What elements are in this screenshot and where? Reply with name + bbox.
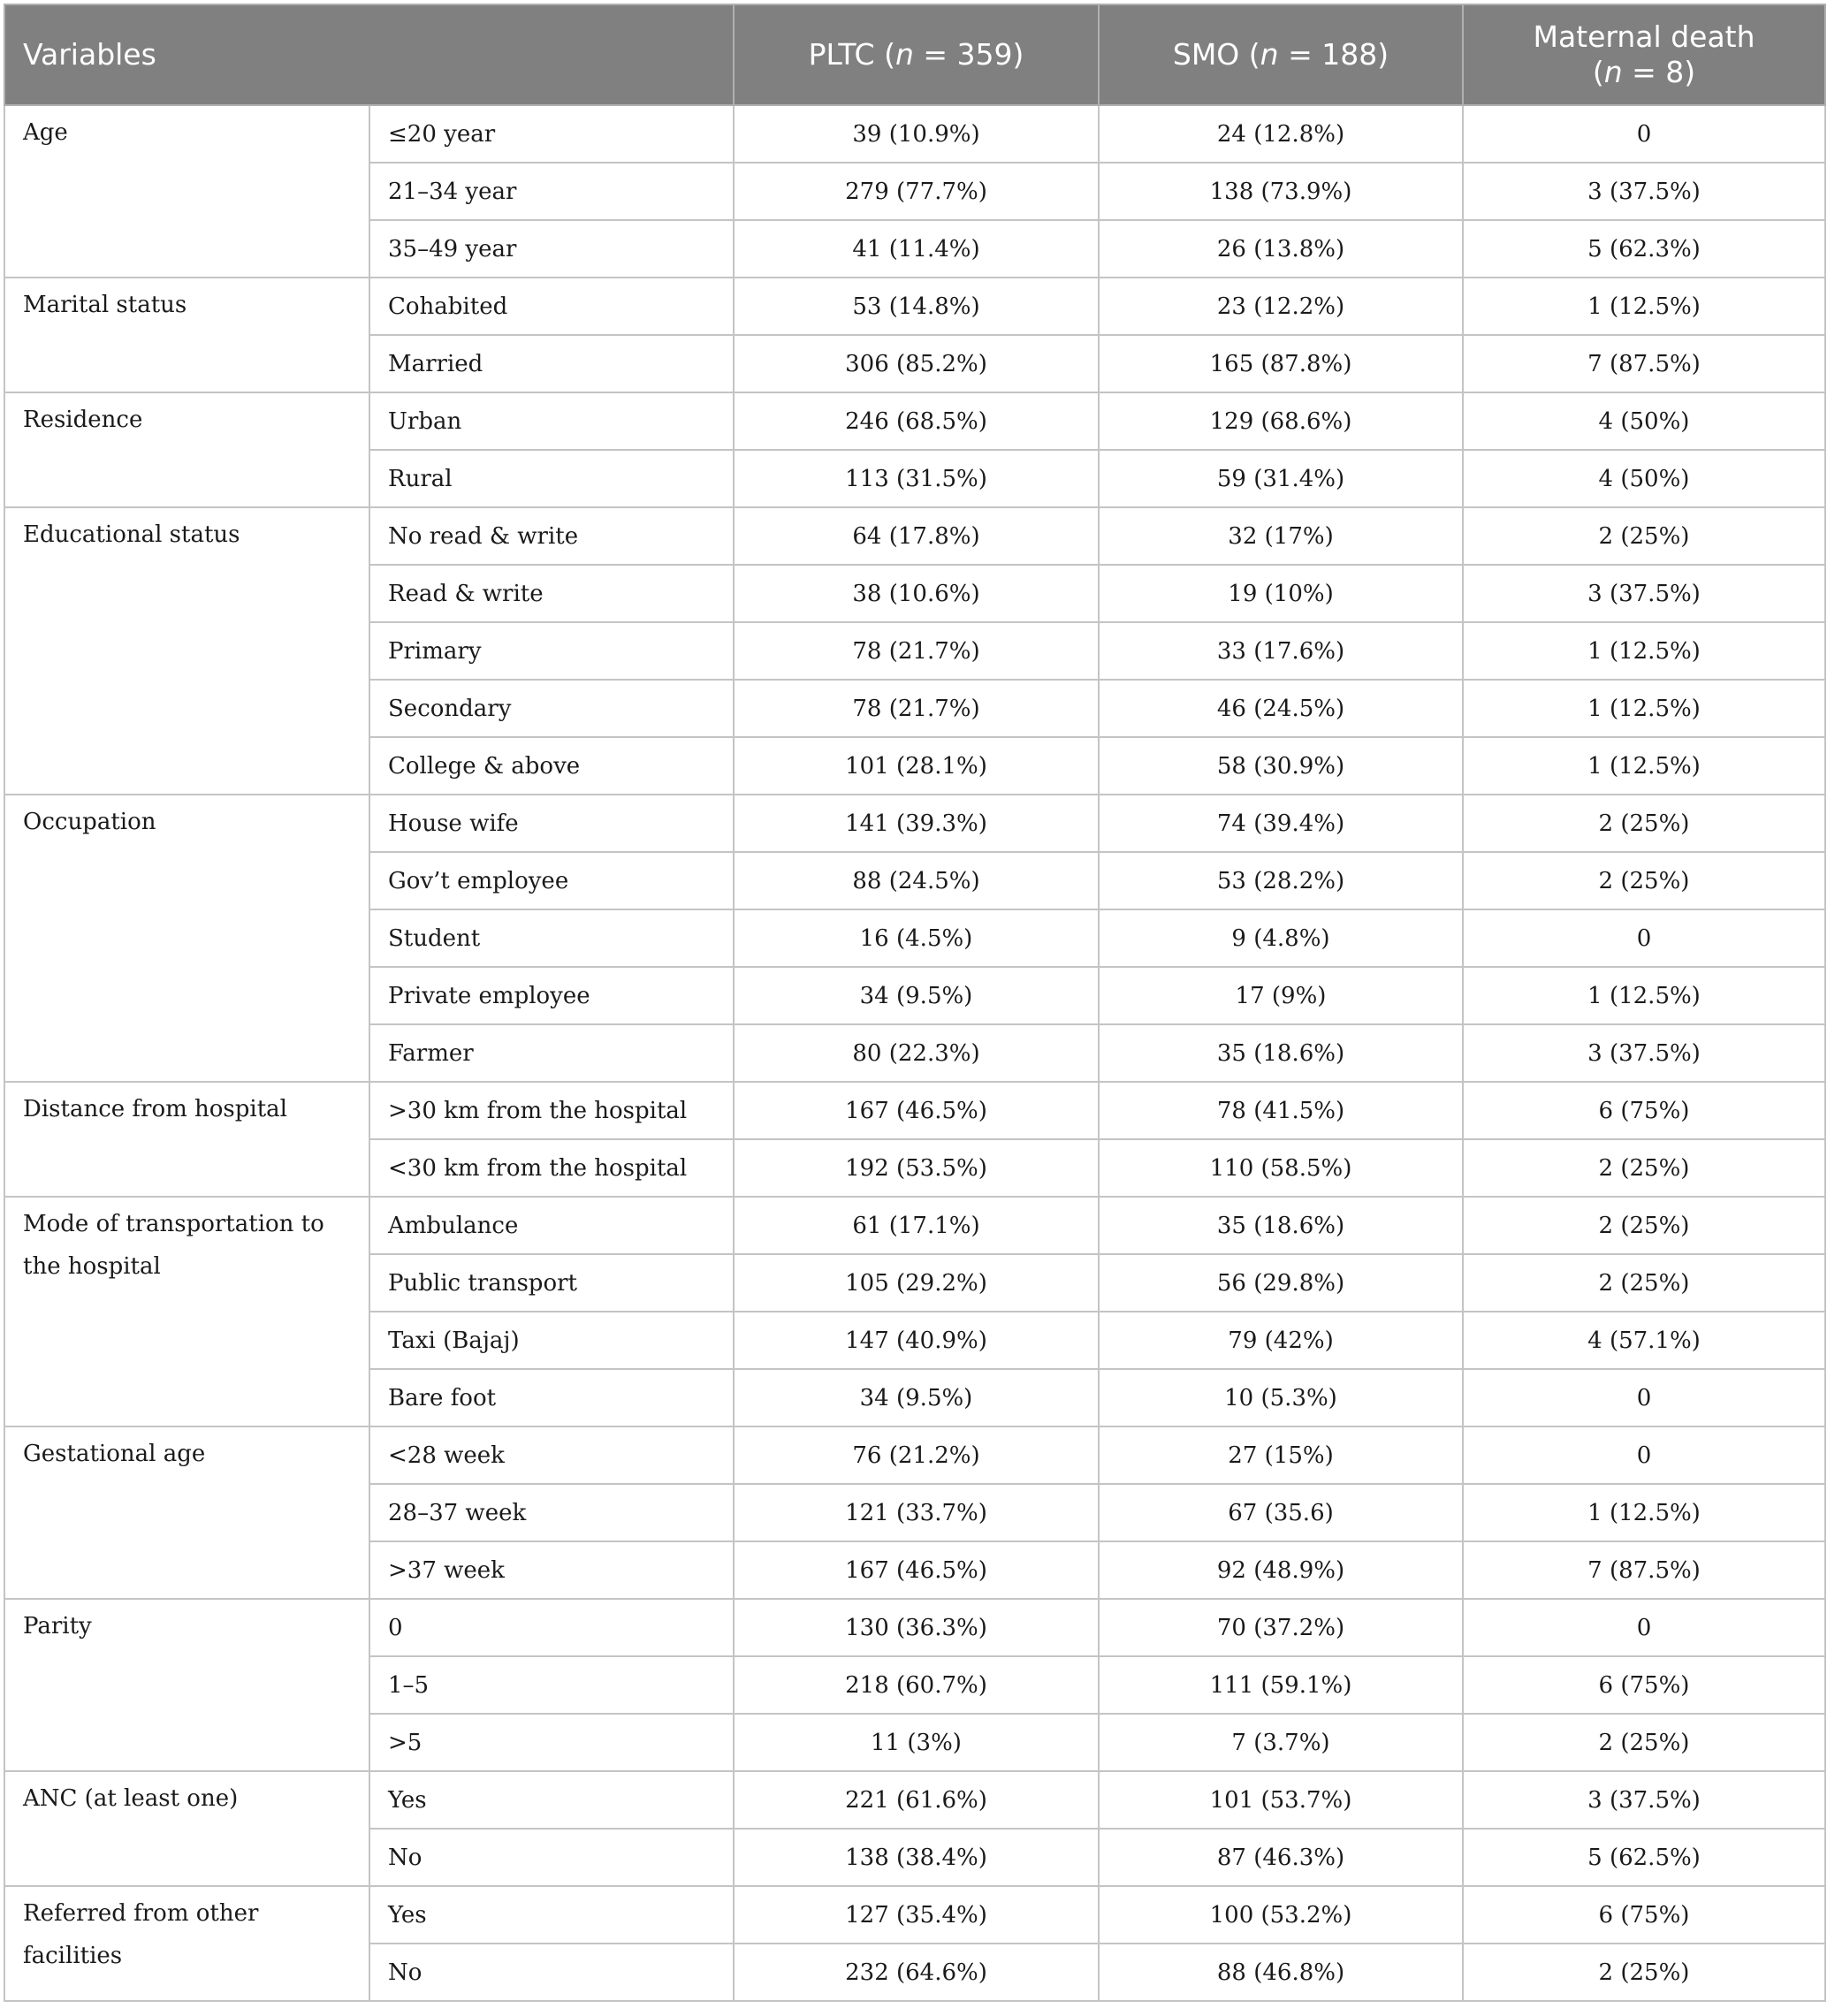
category-cell: Secondary — [369, 680, 734, 737]
category-cell: No read & write — [369, 507, 734, 565]
maternal-death-cell: 1 (12.5%) — [1463, 737, 1825, 795]
smo-cell: 26 (13.8%) — [1099, 220, 1463, 278]
smo-cell: 23 (12.2%) — [1099, 278, 1463, 335]
maternal-death-cell: 7 (87.5%) — [1463, 335, 1825, 392]
pltc-cell: 105 (29.2%) — [734, 1254, 1099, 1312]
characteristics-table — [4, 4, 1826, 2002]
maternal-death-cell: 1 (12.5%) — [1463, 622, 1825, 680]
pltc-cell: 113 (31.5%) — [734, 450, 1099, 507]
header-pltc-equals: = — [913, 37, 957, 72]
category-cell: Student — [369, 909, 734, 967]
header-md-n-symbol: n — [1603, 55, 1623, 89]
smo-cell: 24 (12.8%) — [1099, 105, 1463, 163]
smo-cell: 33 (17.6%) — [1099, 622, 1463, 680]
pltc-cell: 88 (24.5%) — [734, 852, 1099, 909]
table-row — [4, 507, 1825, 565]
table-row — [4, 1426, 1825, 1484]
smo-cell: 101 (53.7%) — [1099, 1771, 1463, 1829]
smo-cell: 58 (30.9%) — [1099, 737, 1463, 795]
header-pltc-label: PLTC — [808, 37, 875, 72]
header-md-equals: = — [1622, 55, 1666, 89]
category-cell: ≤20 year — [369, 105, 734, 163]
maternal-death-cell: 3 (37.5%) — [1463, 1024, 1825, 1082]
category-cell: 1–5 — [369, 1656, 734, 1714]
smo-cell: 92 (48.9%) — [1099, 1541, 1463, 1599]
table-row — [4, 1082, 1825, 1139]
pltc-cell: 76 (21.2%) — [734, 1426, 1099, 1484]
maternal-death-cell: 0 — [1463, 1426, 1825, 1484]
maternal-death-cell: 4 (50%) — [1463, 450, 1825, 507]
category-cell: Ambulance — [369, 1197, 734, 1254]
maternal-death-cell: 1 (12.5%) — [1463, 680, 1825, 737]
category-cell: Taxi (Bajaj) — [369, 1312, 734, 1369]
table-row — [4, 105, 1825, 163]
maternal-death-cell: 0 — [1463, 1599, 1825, 1656]
smo-cell: 10 (5.3%) — [1099, 1369, 1463, 1426]
maternal-death-cell: 6 (75%) — [1463, 1082, 1825, 1139]
header-smo-n-symbol: n — [1260, 37, 1279, 72]
pltc-cell: 218 (60.7%) — [734, 1656, 1099, 1714]
category-cell: College & above — [369, 737, 734, 795]
maternal-death-cell: 2 (25%) — [1463, 795, 1825, 852]
maternal-death-cell: 2 (25%) — [1463, 1714, 1825, 1771]
smo-cell: 53 (28.2%) — [1099, 852, 1463, 909]
pltc-cell: 279 (77.7%) — [734, 163, 1099, 220]
variable-cell: Parity — [4, 1599, 369, 1771]
pltc-cell: 221 (61.6%) — [734, 1771, 1099, 1829]
smo-cell: 35 (18.6%) — [1099, 1197, 1463, 1254]
variable-cell: Distance from hospital — [4, 1082, 369, 1197]
header-smo-n: 188 — [1321, 37, 1378, 72]
smo-cell: 19 (10%) — [1099, 565, 1463, 622]
smo-cell: 27 (15%) — [1099, 1426, 1463, 1484]
pltc-cell: 192 (53.5%) — [734, 1139, 1099, 1197]
table-row — [4, 278, 1825, 335]
maternal-death-cell: 0 — [1463, 909, 1825, 967]
smo-cell: 129 (68.6%) — [1099, 392, 1463, 450]
pltc-cell: 16 (4.5%) — [734, 909, 1099, 967]
smo-cell: 138 (73.9%) — [1099, 163, 1463, 220]
variable-cell: Marital status — [4, 278, 369, 392]
smo-cell: 165 (87.8%) — [1099, 335, 1463, 392]
header-row — [4, 4, 1825, 105]
smo-cell: 9 (4.8%) — [1099, 909, 1463, 967]
category-cell: 21–34 year — [369, 163, 734, 220]
maternal-death-cell: 1 (12.5%) — [1463, 278, 1825, 335]
variable-cell: Gestational age — [4, 1426, 369, 1599]
maternal-death-cell: 2 (25%) — [1463, 1197, 1825, 1254]
header-md-n: 8 — [1665, 55, 1685, 89]
variable-cell: ANC (at least one) — [4, 1771, 369, 1886]
maternal-death-cell: 6 (75%) — [1463, 1656, 1825, 1714]
header-variables: Variables — [4, 4, 734, 105]
pltc-cell: 78 (21.7%) — [734, 680, 1099, 737]
maternal-death-cell: 7 (87.5%) — [1463, 1541, 1825, 1599]
maternal-death-cell: 2 (25%) — [1463, 852, 1825, 909]
maternal-death-cell: 1 (12.5%) — [1463, 967, 1825, 1024]
maternal-death-cell: 0 — [1463, 105, 1825, 163]
category-cell: Bare foot — [369, 1369, 734, 1426]
pltc-cell: 167 (46.5%) — [734, 1541, 1099, 1599]
smo-cell: 35 (18.6%) — [1099, 1024, 1463, 1082]
smo-cell: 46 (24.5%) — [1099, 680, 1463, 737]
smo-cell: 74 (39.4%) — [1099, 795, 1463, 852]
smo-cell: 70 (37.2%) — [1099, 1599, 1463, 1656]
pltc-cell: 101 (28.1%) — [734, 737, 1099, 795]
category-cell: Urban — [369, 392, 734, 450]
header-smo-equals: = — [1278, 37, 1322, 72]
smo-cell: 56 (29.8%) — [1099, 1254, 1463, 1312]
pltc-cell: 147 (40.9%) — [734, 1312, 1099, 1369]
header-smo: SMO (n = 188) — [1099, 4, 1463, 105]
table-row — [4, 1197, 1825, 1254]
variable-cell: Educational status — [4, 507, 369, 795]
variable-cell: Mode of transportation to the hospital — [4, 1197, 369, 1426]
header-md-label: Maternal death — [1533, 19, 1755, 54]
category-cell: Married — [369, 335, 734, 392]
table-row — [4, 795, 1825, 852]
pltc-cell: 80 (22.3%) — [734, 1024, 1099, 1082]
table-container — [4, 4, 1824, 2002]
category-cell: >5 — [369, 1714, 734, 1771]
category-cell: Read & write — [369, 565, 734, 622]
smo-cell: 7 (3.7%) — [1099, 1714, 1463, 1771]
smo-cell: 79 (42%) — [1099, 1312, 1463, 1369]
category-cell: Yes — [369, 1886, 734, 1944]
pltc-cell: 232 (64.6%) — [734, 1944, 1099, 2001]
smo-cell: 78 (41.5%) — [1099, 1082, 1463, 1139]
pltc-cell: 130 (36.3%) — [734, 1599, 1099, 1656]
table-row — [4, 1771, 1825, 1829]
maternal-death-cell: 1 (12.5%) — [1463, 1484, 1825, 1541]
maternal-death-cell: 4 (50%) — [1463, 392, 1825, 450]
pltc-cell: 34 (9.5%) — [734, 1369, 1099, 1426]
pltc-cell: 121 (33.7%) — [734, 1484, 1099, 1541]
pltc-cell: 141 (39.3%) — [734, 795, 1099, 852]
header-pltc-n-symbol: n — [894, 37, 914, 72]
pltc-cell: 167 (46.5%) — [734, 1082, 1099, 1139]
category-cell: House wife — [369, 795, 734, 852]
category-cell: Farmer — [369, 1024, 734, 1082]
variable-cell: Occupation — [4, 795, 369, 1082]
variable-cell: Residence — [4, 392, 369, 507]
pltc-cell: 39 (10.9%) — [734, 105, 1099, 163]
table-row — [4, 392, 1825, 450]
smo-cell: 32 (17%) — [1099, 507, 1463, 565]
maternal-death-cell: 2 (25%) — [1463, 507, 1825, 565]
pltc-cell: 78 (21.7%) — [734, 622, 1099, 680]
category-cell: 28–37 week — [369, 1484, 734, 1541]
category-cell: Yes — [369, 1771, 734, 1829]
maternal-death-cell: 4 (57.1%) — [1463, 1312, 1825, 1369]
smo-cell: 88 (46.8%) — [1099, 1944, 1463, 2001]
pltc-cell: 61 (17.1%) — [734, 1197, 1099, 1254]
smo-cell: 17 (9%) — [1099, 967, 1463, 1024]
smo-cell: 87 (46.3%) — [1099, 1829, 1463, 1886]
maternal-death-cell: 2 (25%) — [1463, 1944, 1825, 2001]
variable-cell: Referred from other facilities — [4, 1886, 369, 2001]
variable-cell: Age — [4, 105, 369, 278]
table-row — [4, 1599, 1825, 1656]
maternal-death-cell: 3 (37.5%) — [1463, 163, 1825, 220]
category-cell: Primary — [369, 622, 734, 680]
pltc-cell: 127 (35.4%) — [734, 1886, 1099, 1944]
category-cell: Rural — [369, 450, 734, 507]
maternal-death-cell: 3 (37.5%) — [1463, 565, 1825, 622]
category-cell: Gov’t employee — [369, 852, 734, 909]
table-row — [4, 1886, 1825, 1944]
category-cell: Public transport — [369, 1254, 734, 1312]
category-cell: No — [369, 1829, 734, 1886]
category-cell: 0 — [369, 1599, 734, 1656]
smo-cell: 59 (31.4%) — [1099, 450, 1463, 507]
smo-cell: 67 (35.6) — [1099, 1484, 1463, 1541]
maternal-death-cell: 0 — [1463, 1369, 1825, 1426]
pltc-cell: 246 (68.5%) — [734, 392, 1099, 450]
pltc-cell: 38 (10.6%) — [734, 565, 1099, 622]
category-cell: Private employee — [369, 967, 734, 1024]
category-cell: <30 km from the hospital — [369, 1139, 734, 1197]
category-cell: No — [369, 1944, 734, 2001]
category-cell: >37 week — [369, 1541, 734, 1599]
maternal-death-cell: 2 (25%) — [1463, 1139, 1825, 1197]
maternal-death-cell: 6 (75%) — [1463, 1886, 1825, 1944]
pltc-cell: 11 (3%) — [734, 1714, 1099, 1771]
maternal-death-cell: 2 (25%) — [1463, 1254, 1825, 1312]
table-body — [4, 105, 1825, 2001]
maternal-death-cell: 5 (62.5%) — [1463, 1829, 1825, 1886]
header-maternal-death: Maternal death (n = 8) — [1463, 4, 1825, 105]
pltc-cell: 53 (14.8%) — [734, 278, 1099, 335]
pltc-cell: 138 (38.4%) — [734, 1829, 1099, 1886]
smo-cell: 110 (58.5%) — [1099, 1139, 1463, 1197]
category-cell: >30 km from the hospital — [369, 1082, 734, 1139]
category-cell: Cohabited — [369, 278, 734, 335]
pltc-cell: 64 (17.8%) — [734, 507, 1099, 565]
smo-cell: 111 (59.1%) — [1099, 1656, 1463, 1714]
smo-cell: 100 (53.2%) — [1099, 1886, 1463, 1944]
header-pltc: PLTC (n = 359) — [734, 4, 1099, 105]
pltc-cell: 34 (9.5%) — [734, 967, 1099, 1024]
category-cell: <28 week — [369, 1426, 734, 1484]
maternal-death-cell: 5 (62.3%) — [1463, 220, 1825, 278]
category-cell: 35–49 year — [369, 220, 734, 278]
pltc-cell: 306 (85.2%) — [734, 335, 1099, 392]
maternal-death-cell: 3 (37.5%) — [1463, 1771, 1825, 1829]
table-header — [4, 4, 1825, 105]
header-smo-label: SMO — [1172, 37, 1240, 72]
pltc-cell: 41 (11.4%) — [734, 220, 1099, 278]
header-pltc-n: 359 — [956, 37, 1013, 72]
